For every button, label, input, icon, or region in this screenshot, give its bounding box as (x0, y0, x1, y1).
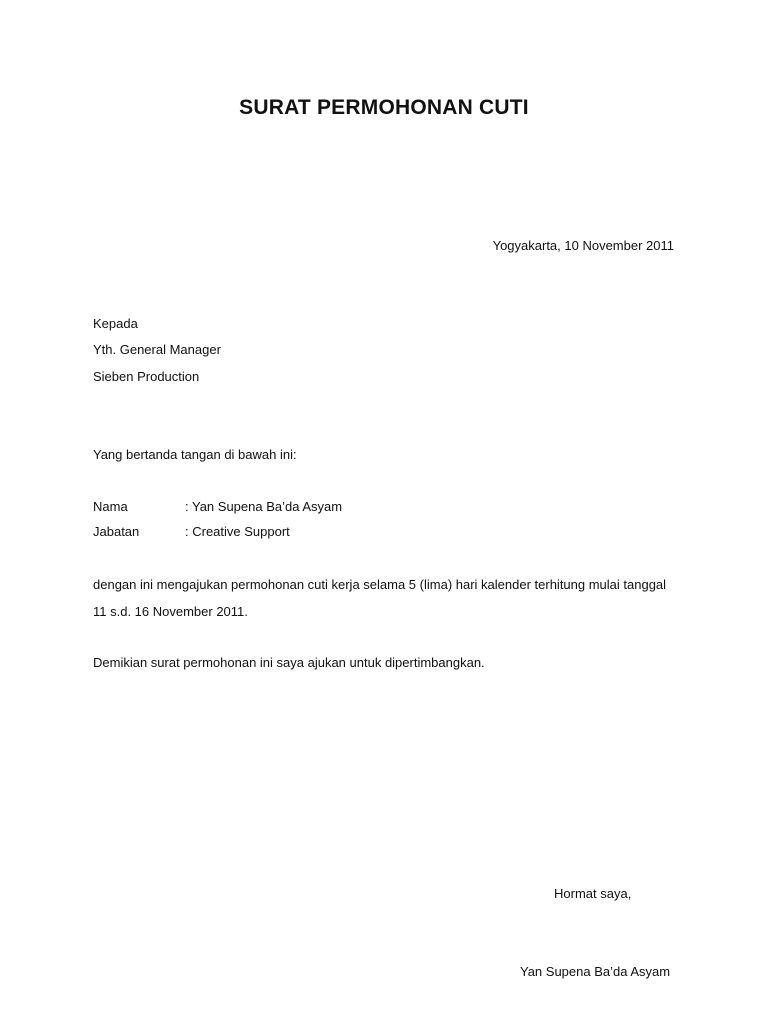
field-value-jabatan: : Creative Support (185, 524, 290, 539)
body-text-line-2: 11 s.d. 16 November 2011. (93, 604, 248, 619)
intro-text: Yang bertanda tangan di bawah ini: (93, 447, 297, 462)
field-value-nama: : Yan Supena Ba’da Asyam (185, 499, 343, 514)
field-label-nama: Nama (93, 499, 128, 514)
recipient-line-title: Yth. General Manager (93, 342, 221, 357)
signatory-name: Yan Supena Ba’da Asyam (520, 964, 671, 979)
body-text-line-1: dengan ini mengajukan permohonan cuti kerja selama 5 (lima) hari kalender terhitung mulai tanggal (93, 577, 667, 592)
recipient-line-company: Sieben Production (93, 369, 200, 384)
closing-text: Demikian surat permohonan ini saya ajukan untuk dipertimbangkan. (93, 655, 485, 670)
field-label-jabatan: Jabatan (93, 524, 140, 539)
salutation: Hormat saya, (554, 886, 632, 901)
recipient-line-kepada: Kepada (93, 316, 138, 331)
place-date: Yogyakarta, 10 November 2011 (492, 238, 674, 253)
letter-title: SURAT PERMOHONAN CUTI (239, 96, 529, 119)
